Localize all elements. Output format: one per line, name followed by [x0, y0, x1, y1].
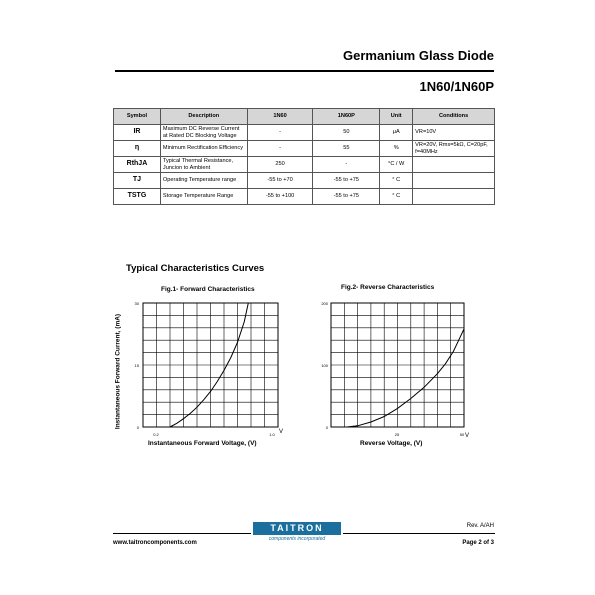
page-number: Page 2 of 3 — [462, 540, 494, 546]
table-row — [114, 173, 495, 189]
table-header-row — [114, 109, 495, 125]
table-row — [114, 125, 495, 141]
header-1n60p: 1N60P — [313, 109, 380, 125]
document-title: Germanium Glass Diode — [343, 48, 494, 63]
cell-1n60: - — [247, 125, 313, 141]
cell-symbol: IR — [114, 125, 161, 141]
fig2-xtick-25: 25 — [394, 432, 400, 437]
taitron-logo — [253, 522, 341, 546]
cell-symbol: RthJA — [114, 157, 161, 173]
cell-unit: % — [380, 141, 413, 157]
fig1-chart — [120, 296, 290, 442]
logo-tagline: components incorporated — [268, 536, 326, 542]
cell-symbol: TJ — [114, 173, 161, 189]
fig1-ytick-0: 0 — [136, 425, 139, 430]
cell-conditions: VR=10V — [413, 125, 495, 141]
header-unit: Unit — [380, 109, 413, 125]
cell-symbol: η — [114, 141, 161, 157]
cell-symbol: TSTG — [114, 189, 161, 205]
fig1-ytick-15: 15 — [134, 363, 139, 368]
header-conditions: Conditions — [413, 109, 495, 125]
footer-rule-right — [343, 533, 495, 534]
fig2-ytick-200: 200 — [321, 301, 328, 306]
cell-1n60p: -55 to +75 — [313, 173, 380, 189]
table-row — [114, 141, 495, 157]
fig2-ytick-100: 100 — [321, 363, 328, 368]
cell-description: Maximum DC Reverse Current at Rated DC Blocking Voltage — [160, 125, 247, 141]
table-row — [114, 157, 495, 173]
fig2-xtick-50: 50 — [459, 432, 465, 437]
header-description: Description — [160, 109, 247, 125]
fig1-ylabel: Instantaneous Forward Current, (mA) — [114, 313, 122, 430]
cell-conditions — [413, 157, 495, 173]
cell-1n60p: - — [313, 157, 380, 173]
cell-unit: ° C — [380, 189, 413, 205]
cell-unit: ° C — [380, 173, 413, 189]
cell-1n60: - — [247, 141, 313, 157]
fig1-xtick-1.0: 1.0 — [269, 432, 275, 437]
cell-unit: °C / W — [380, 157, 413, 173]
cell-description: Minimum Rectification Efficiency — [160, 141, 247, 157]
fig1-title: Fig.1- Forward Characteristics — [161, 286, 255, 293]
fig1-xlabel: Instantaneous Forward Voltage, (V) — [148, 440, 257, 447]
cell-conditions — [413, 189, 495, 205]
cell-1n60p: 55 — [313, 141, 380, 157]
footer-rule-left — [113, 533, 251, 534]
fig1-ytick-30: 30 — [134, 301, 139, 306]
header-symbol: Symbol — [114, 109, 161, 125]
logo-wordmark: TAITRON — [253, 522, 341, 535]
cell-description: Storage Temperature Range — [160, 189, 247, 205]
fig2-title: Fig.2- Reverse Characteristics — [341, 284, 435, 291]
part-number: 1N60/1N60P — [419, 79, 494, 94]
cell-1n60p: -55 to +75 — [313, 189, 380, 205]
header-1n60: 1N60 — [247, 109, 313, 125]
cell-1n60: -55 to +70 — [247, 173, 313, 189]
cell-conditions — [413, 173, 495, 189]
spec-table — [113, 108, 495, 205]
cell-conditions: VR=20V, Rms=5kΩ, C=20pF, f=40MHz — [413, 141, 495, 157]
cell-1n60: -55 to +100 — [247, 189, 313, 205]
section-heading: Typical Characteristics Curves — [126, 263, 265, 274]
fig2-x-unit: V — [465, 433, 470, 439]
fig2-xlabel: Reverse Voltage, (V) — [360, 440, 423, 447]
table-row — [114, 189, 495, 205]
cell-unit: μA — [380, 125, 413, 141]
cell-description: Operating Temperature range — [160, 173, 247, 189]
revision-label: Rev. A/AH — [466, 523, 494, 529]
cell-description: Typical Thermal Resistance, Juncion to Ambient — [160, 157, 247, 173]
cell-1n60p: 50 — [313, 125, 380, 141]
fig2-ytick-0: 0 — [325, 425, 328, 430]
title-rule — [115, 70, 494, 72]
fig2-chart — [312, 296, 480, 442]
website-link[interactable]: www.taitroncomponents.com — [113, 540, 197, 546]
fig1-xtick-0.2: 0.2 — [153, 432, 159, 437]
fig1-x-unit: V — [279, 429, 284, 435]
cell-1n60: 250 — [247, 157, 313, 173]
